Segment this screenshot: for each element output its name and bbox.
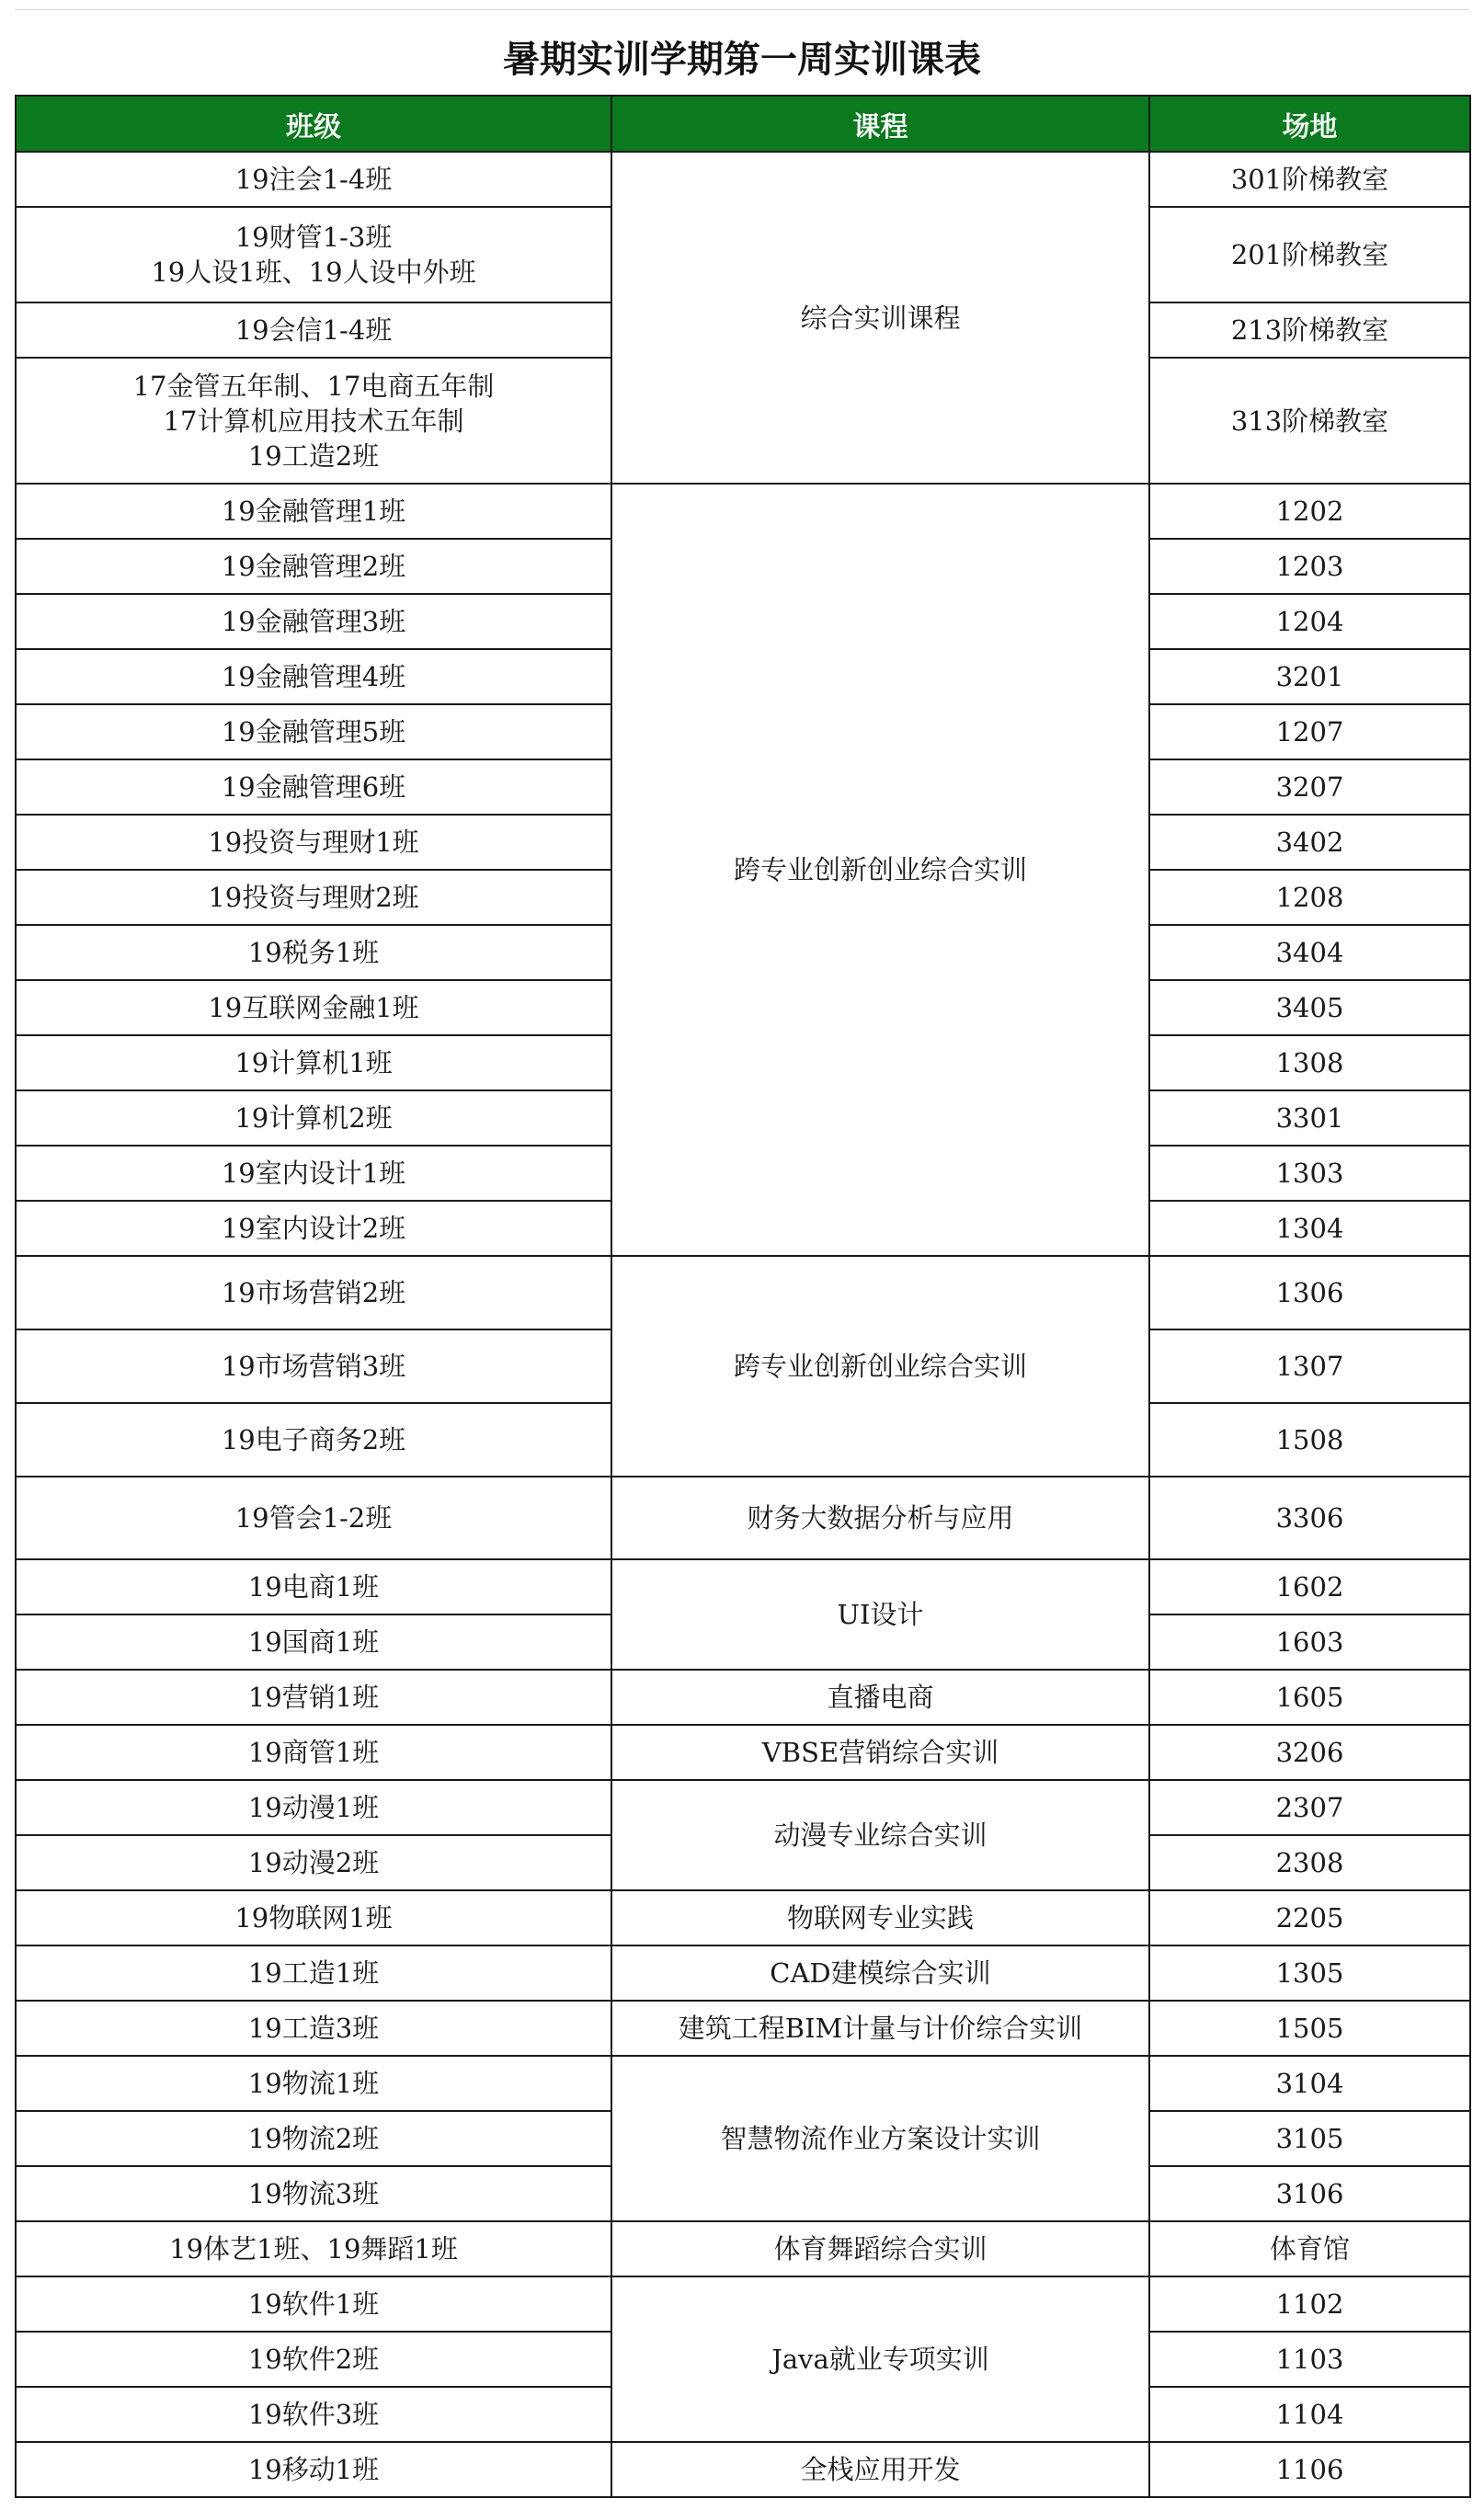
venue-cell: 301阶梯教室 bbox=[1149, 152, 1470, 207]
class-cell: 19动漫1班 bbox=[16, 1780, 611, 1835]
class-cell: 19投资与理财1班 bbox=[16, 815, 611, 870]
venue-cell: 1602 bbox=[1149, 1559, 1470, 1614]
page-title: 暑期实训学期第一周实训课表 bbox=[15, 9, 1469, 102]
venue-cell: 1204 bbox=[1149, 594, 1470, 649]
schedule-body bbox=[16, 152, 1470, 2497]
course-cell: 动漫专业综合实训 bbox=[611, 1780, 1149, 1890]
class-cell: 19移动1班 bbox=[16, 2442, 611, 2497]
class-cell: 19市场营销2班 bbox=[16, 1256, 611, 1329]
venue-cell: 1208 bbox=[1149, 870, 1470, 925]
venue-cell: 1307 bbox=[1149, 1329, 1470, 1403]
venue-cell: 1505 bbox=[1149, 2001, 1470, 2056]
table-row bbox=[16, 1477, 1470, 1559]
class-cell: 19金融管理1班 bbox=[16, 484, 611, 539]
class-cell: 19室内设计1班 bbox=[16, 1146, 611, 1201]
course-cell: 直播电商 bbox=[611, 1670, 1149, 1725]
table-row bbox=[16, 152, 1470, 207]
class-cell: 19互联网金融1班 bbox=[16, 980, 611, 1035]
class-cell: 19工造3班 bbox=[16, 2001, 611, 2056]
class-cell: 19管会1-2班 bbox=[16, 1477, 611, 1559]
class-cell: 19计算机2班 bbox=[16, 1090, 611, 1146]
class-cell: 17金管五年制、17电商五年制 17计算机应用技术五年制 19工造2班 bbox=[16, 358, 611, 484]
venue-cell: 1305 bbox=[1149, 1945, 1470, 2001]
venue-cell: 3207 bbox=[1149, 759, 1470, 815]
class-cell: 19物流3班 bbox=[16, 2166, 611, 2221]
course-cell: 体育舞蹈综合实训 bbox=[611, 2221, 1149, 2276]
venue-cell: 3301 bbox=[1149, 1090, 1470, 1146]
class-cell: 19金融管理6班 bbox=[16, 759, 611, 815]
course-cell: 物联网专业实践 bbox=[611, 1890, 1149, 1945]
course-cell: 建筑工程BIM计量与计价综合实训 bbox=[611, 2001, 1149, 2056]
class-cell: 19会信1-4班 bbox=[16, 302, 611, 358]
venue-cell: 3106 bbox=[1149, 2166, 1470, 2221]
venue-cell: 1308 bbox=[1149, 1035, 1470, 1090]
venue-cell: 体育馆 bbox=[1149, 2221, 1470, 2276]
venue-cell: 201阶梯教室 bbox=[1149, 207, 1470, 302]
class-cell: 19金融管理3班 bbox=[16, 594, 611, 649]
class-cell: 19物流1班 bbox=[16, 2056, 611, 2111]
class-cell: 19国商1班 bbox=[16, 1614, 611, 1670]
venue-cell: 213阶梯教室 bbox=[1149, 302, 1470, 358]
table-row bbox=[16, 2001, 1470, 2056]
table-row bbox=[16, 2276, 1470, 2332]
table-row bbox=[16, 2221, 1470, 2276]
venue-cell: 1103 bbox=[1149, 2332, 1470, 2387]
class-cell: 19物流2班 bbox=[16, 2111, 611, 2166]
venue-cell: 2307 bbox=[1149, 1780, 1470, 1835]
class-cell: 19软件1班 bbox=[16, 2276, 611, 2332]
class-cell: 19金融管理2班 bbox=[16, 539, 611, 594]
table-row bbox=[16, 2442, 1470, 2497]
venue-cell: 2205 bbox=[1149, 1890, 1470, 1945]
venue-cell: 3206 bbox=[1149, 1725, 1470, 1780]
venue-cell: 1207 bbox=[1149, 704, 1470, 759]
table-row bbox=[16, 2056, 1470, 2111]
venue-cell: 3404 bbox=[1149, 925, 1470, 980]
venue-cell: 3105 bbox=[1149, 2111, 1470, 2166]
class-cell: 19电商1班 bbox=[16, 1559, 611, 1614]
course-cell: UI设计 bbox=[611, 1559, 1149, 1670]
table-row bbox=[16, 1670, 1470, 1725]
venue-cell: 313阶梯教室 bbox=[1149, 358, 1470, 484]
course-cell: CAD建模综合实训 bbox=[611, 1945, 1149, 2001]
venue-cell: 2308 bbox=[1149, 1835, 1470, 1890]
class-cell: 19物联网1班 bbox=[16, 1890, 611, 1945]
class-cell: 19营销1班 bbox=[16, 1670, 611, 1725]
venue-cell: 1203 bbox=[1149, 539, 1470, 594]
class-cell: 19电子商务2班 bbox=[16, 1403, 611, 1477]
header-course: 课程 bbox=[611, 96, 1149, 152]
table-row bbox=[16, 1559, 1470, 1614]
venue-cell: 3405 bbox=[1149, 980, 1470, 1035]
course-cell: 财务大数据分析与应用 bbox=[611, 1477, 1149, 1559]
header-venue: 场地 bbox=[1149, 96, 1470, 152]
table-row bbox=[16, 1945, 1470, 2001]
class-cell: 19市场营销3班 bbox=[16, 1329, 611, 1403]
venue-cell: 1508 bbox=[1149, 1403, 1470, 1477]
venue-cell: 3306 bbox=[1149, 1477, 1470, 1559]
class-cell: 19投资与理财2班 bbox=[16, 870, 611, 925]
table-row bbox=[16, 1890, 1470, 1945]
course-cell: 跨专业创新创业综合实训 bbox=[611, 1256, 1149, 1477]
venue-cell: 1202 bbox=[1149, 484, 1470, 539]
class-cell: 19计算机1班 bbox=[16, 1035, 611, 1090]
venue-cell: 1102 bbox=[1149, 2276, 1470, 2332]
schedule-table bbox=[15, 95, 1471, 2498]
course-cell: 综合实训课程 bbox=[611, 152, 1149, 484]
venue-cell: 1106 bbox=[1149, 2442, 1470, 2497]
class-cell: 19软件3班 bbox=[16, 2387, 611, 2442]
course-cell: Java就业专项实训 bbox=[611, 2276, 1149, 2442]
class-cell: 19软件2班 bbox=[16, 2332, 611, 2387]
class-cell: 19注会1-4班 bbox=[16, 152, 611, 207]
venue-cell: 1605 bbox=[1149, 1670, 1470, 1725]
class-cell: 19动漫2班 bbox=[16, 1835, 611, 1890]
class-cell: 19财管1-3班 19人设1班、19人设中外班 bbox=[16, 207, 611, 302]
class-cell: 19金融管理5班 bbox=[16, 704, 611, 759]
course-cell: 智慧物流作业方案设计实训 bbox=[611, 2056, 1149, 2221]
table-row bbox=[16, 484, 1470, 539]
venue-cell: 1104 bbox=[1149, 2387, 1470, 2442]
class-cell: 19体艺1班、19舞蹈1班 bbox=[16, 2221, 611, 2276]
venue-cell: 1603 bbox=[1149, 1614, 1470, 1670]
table-row bbox=[16, 1725, 1470, 1780]
class-cell: 19工造1班 bbox=[16, 1945, 611, 2001]
course-cell: 全栈应用开发 bbox=[611, 2442, 1149, 2497]
venue-cell: 1304 bbox=[1149, 1201, 1470, 1256]
class-cell: 19商管1班 bbox=[16, 1725, 611, 1780]
header-row bbox=[16, 96, 1470, 152]
class-cell: 19税务1班 bbox=[16, 925, 611, 980]
table-row bbox=[16, 1256, 1470, 1329]
header-class: 班级 bbox=[16, 96, 611, 152]
course-cell: VBSE营销综合实训 bbox=[611, 1725, 1149, 1780]
course-cell: 跨专业创新创业综合实训 bbox=[611, 484, 1149, 1256]
class-cell: 19室内设计2班 bbox=[16, 1201, 611, 1256]
venue-cell: 3104 bbox=[1149, 2056, 1470, 2111]
venue-cell: 1303 bbox=[1149, 1146, 1470, 1201]
venue-cell: 3402 bbox=[1149, 815, 1470, 870]
class-cell: 19金融管理4班 bbox=[16, 649, 611, 704]
venue-cell: 3201 bbox=[1149, 649, 1470, 704]
table-row bbox=[16, 1780, 1470, 1835]
venue-cell: 1306 bbox=[1149, 1256, 1470, 1329]
